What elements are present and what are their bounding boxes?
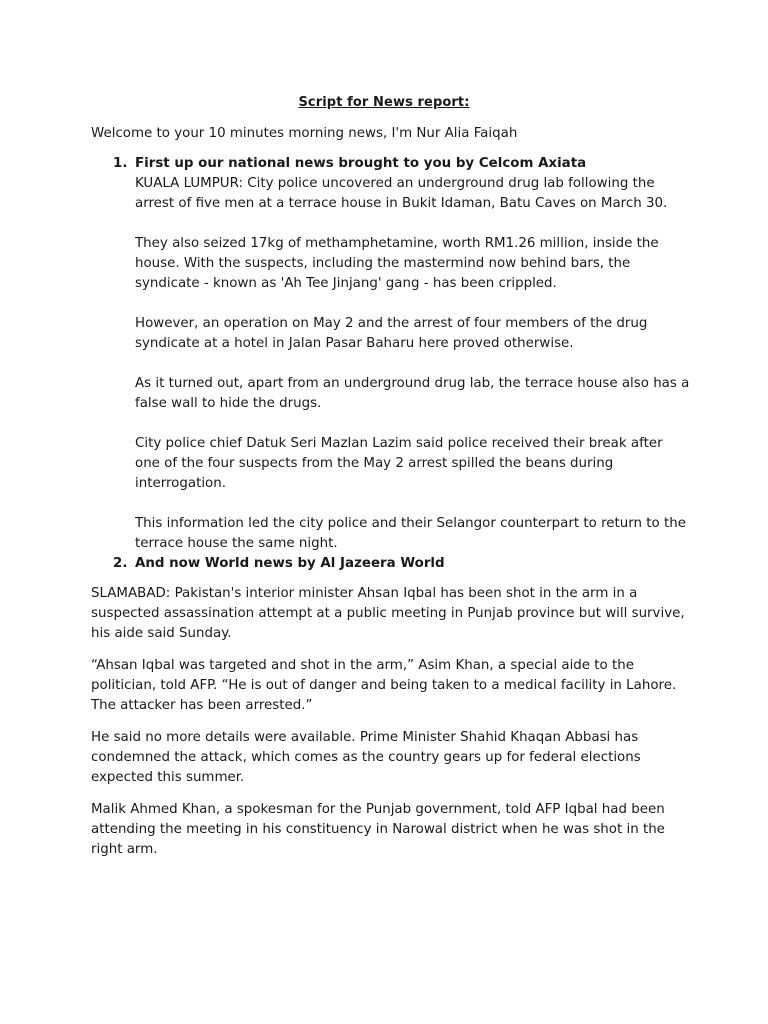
- world-news-paragraph: Malik Ahmed Khan, a spokesman for the Punjab government, told AFP Iqbal had been attending the meeting in his constituency in Narowal district when he was shot in the right arm.: [91, 802, 665, 857]
- world-news-paragraph: He said no more details were available. Prime Minister Shahid Khaqan Abbasi has condemned the attack, which comes as the country gears up for federal elections expected this summer.: [91, 730, 641, 785]
- news-paragraph: However, an operation on May 2 and the arrest of four members of the drug syndicate at a hotel in Jalan Pasar Baharu here proved otherwise.: [135, 316, 648, 351]
- news-paragraph: This information led the city police and their Selangor counterpart to return to the terrace house the same night.: [135, 516, 686, 551]
- news-paragraph: They also seized 17kg of methamphetamine, worth RM1.26 million, inside the house. With the suspects, including the mastermind now behind bars, the syndicate - known as 'Ah Tee Jinjang' gang - has been crippled.: [135, 236, 659, 291]
- section-world-news: [91, 554, 691, 574]
- section-body: [135, 154, 691, 554]
- document-body: [91, 124, 691, 860]
- news-paragraph: KUALA LUMPUR: City police uncovered an underground drug lab following the arrest of five men at a terrace house in Bukit Idaman, Batu Caves on March 30.: [135, 176, 668, 211]
- section-heading: First up our national news brought to you by Celcom Axiata: [135, 156, 587, 171]
- news-paragraph: As it turned out, apart from an underground drug lab, the terrace house also has a false wall to hide the drugs.: [135, 376, 690, 411]
- news-paragraph: City police chief Datuk Seri Mazlan Lazim said police received their break after one of the four suspects from the May 2 arrest spilled the beans during interrogation.: [135, 436, 663, 491]
- section-heading: And now World news by Al Jazeera World: [135, 556, 445, 571]
- section-number: 1.: [113, 156, 128, 171]
- world-news-paragraph: SLAMABAD: Pakistan's interior minister Ahsan Iqbal has been shot in the arm in a suspected assassination attempt at a public meeting in Punjab province but will survive, his aide said Sunday.: [91, 586, 685, 641]
- section-national-news: [91, 154, 691, 554]
- section-body: [135, 554, 691, 574]
- intro-line: Welcome to your 10 minutes morning news, I'm Nur Alia Faiqah: [91, 126, 518, 141]
- document-title: Script for News report:: [298, 95, 470, 110]
- world-news-paragraph: “Ahsan Iqbal was targeted and shot in the arm,” Asim Khan, a special aide to the politician, told AFP. “He is out of danger and being taken to a medical facility in Lahore. The attacker has been arrested.”: [91, 658, 677, 713]
- section-number: 2.: [113, 556, 128, 571]
